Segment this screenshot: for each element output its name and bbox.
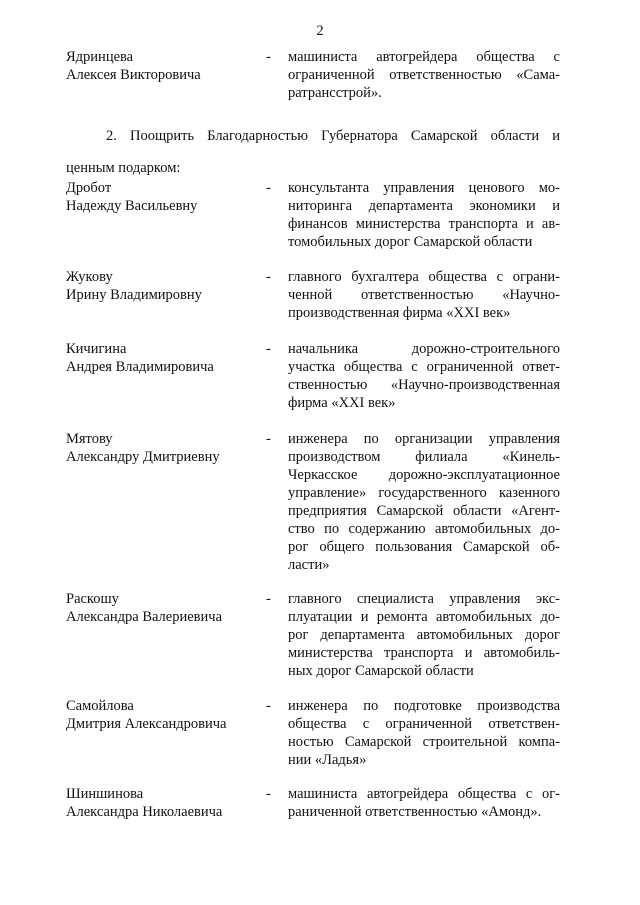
- recipient-given-name: Алексея Викторовича: [66, 67, 201, 83]
- position-line: инженера по организации управления: [288, 431, 560, 447]
- position-line: главного специалиста управления экс-: [288, 591, 560, 607]
- position-line: плуатации и ремонта автомобильных до-: [288, 609, 560, 625]
- position-line: инженера по подготовке производства: [288, 698, 560, 714]
- recipient-name: [66, 430, 266, 466]
- recipient-surname: Шиншинова: [66, 786, 144, 802]
- recipient-surname: Кичигина: [66, 341, 127, 357]
- recipient-name: [66, 340, 266, 376]
- recipient-position: [288, 785, 560, 821]
- position-line: ственностью «Научно-производственная: [288, 377, 560, 393]
- dash-separator: -: [266, 49, 271, 65]
- dash-separator: -: [266, 698, 271, 714]
- position-line: фирма «XXI век»: [288, 395, 396, 411]
- recipient-position: [288, 48, 560, 102]
- recipient-name: [66, 48, 266, 84]
- recipient-surname: Дробот: [66, 180, 112, 196]
- dash-separator: -: [266, 786, 271, 802]
- recipient-position: [288, 340, 560, 412]
- recipient-given-name: Александру Дмитриевну: [66, 449, 220, 465]
- position-line: предприятия Самарской области «Агент-: [288, 503, 560, 519]
- dash-separator: -: [266, 180, 271, 196]
- position-line: ных дорог Самарской области: [288, 663, 474, 679]
- position-line: машиниста автогрейдера общества с: [288, 49, 560, 65]
- recipient-surname: Ядринцева: [66, 49, 134, 65]
- recipient-given-name: Александра Валериевича: [66, 609, 223, 625]
- position-line: производством филиала «Кинель-: [288, 449, 560, 465]
- position-line: рог департамента автомобильных дорог: [288, 627, 560, 643]
- recipient-name: [66, 785, 266, 821]
- position-line: рог общего пользования Самарской об-: [288, 539, 560, 555]
- position-line: консультанта управления ценового мо-: [288, 180, 560, 196]
- position-line: начальника дорожно-строительного: [288, 341, 560, 357]
- position-line: ство по содержанию автомобильных до-: [288, 521, 560, 537]
- position-line: производственная фирма «XXI век»: [288, 305, 511, 321]
- recipient-surname: Жукову: [66, 269, 113, 285]
- page-number: 2: [316, 23, 324, 39]
- recipient-given-name: Андрея Владимировича: [66, 359, 214, 375]
- recipient-name: [66, 697, 266, 733]
- recipient-surname: Мятову: [66, 431, 113, 447]
- dash-separator: -: [266, 341, 271, 357]
- paragraph-line: ценным подарком:: [66, 160, 181, 176]
- recipient-name: [66, 268, 266, 304]
- position-line: томобильных дорог Самарской области: [288, 234, 533, 250]
- recipient-given-name: Дмитрия Александровича: [66, 716, 227, 732]
- paragraph-line: 2. Поощрить Благодарностью Губернатора Самарской области и: [106, 128, 560, 144]
- position-line: ностью Самарской строительной компа-: [288, 734, 560, 750]
- dash-separator: -: [266, 431, 271, 447]
- position-line: министерства транспорта и автомобиль-: [288, 645, 560, 661]
- recipient-name: [66, 590, 266, 626]
- position-line: участка общества с ограниченной ответ-: [288, 359, 560, 375]
- recipient-position: [288, 430, 560, 574]
- position-line: общества с ограниченной ответствен-: [288, 716, 560, 732]
- recipient-given-name: Надежду Васильевну: [66, 198, 198, 214]
- recipient-given-name: Ирину Владимировну: [66, 287, 202, 303]
- recipient-position: [288, 179, 560, 251]
- recipient-given-name: Александра Николаевича: [66, 804, 223, 820]
- position-line: главного бухгалтера общества с ограни-: [288, 269, 560, 285]
- position-line: ограниченной ответственностью «Сама-: [288, 67, 560, 83]
- position-line: ратрансстрой».: [288, 85, 382, 101]
- recipient-position: [288, 268, 560, 322]
- dash-separator: -: [266, 269, 271, 285]
- recipient-surname: Самойлова: [66, 698, 134, 714]
- recipient-surname: Раскошу: [66, 591, 119, 607]
- position-line: финансов министерства транспорта и ав-: [288, 216, 560, 232]
- position-line: управление» государственного казенного: [288, 485, 560, 501]
- recipient-position: [288, 697, 560, 769]
- award-paragraph: [66, 127, 560, 177]
- position-line: нии «Ладья»: [288, 752, 367, 768]
- position-line: раниченной ответственностью «Амонд».: [288, 804, 542, 820]
- dash-separator: -: [266, 591, 271, 607]
- position-line: Черкасское дорожно-эксплуатационное: [288, 467, 560, 483]
- recipient-position: [288, 590, 560, 680]
- position-line: ниторинга департамента экономики и: [288, 198, 560, 214]
- recipient-name: [66, 179, 266, 215]
- position-line: машиниста автогрейдера общества с ог-: [288, 786, 560, 802]
- position-line: ченной ответственностью «Научно-: [288, 287, 560, 303]
- position-line: ласти»: [288, 557, 330, 573]
